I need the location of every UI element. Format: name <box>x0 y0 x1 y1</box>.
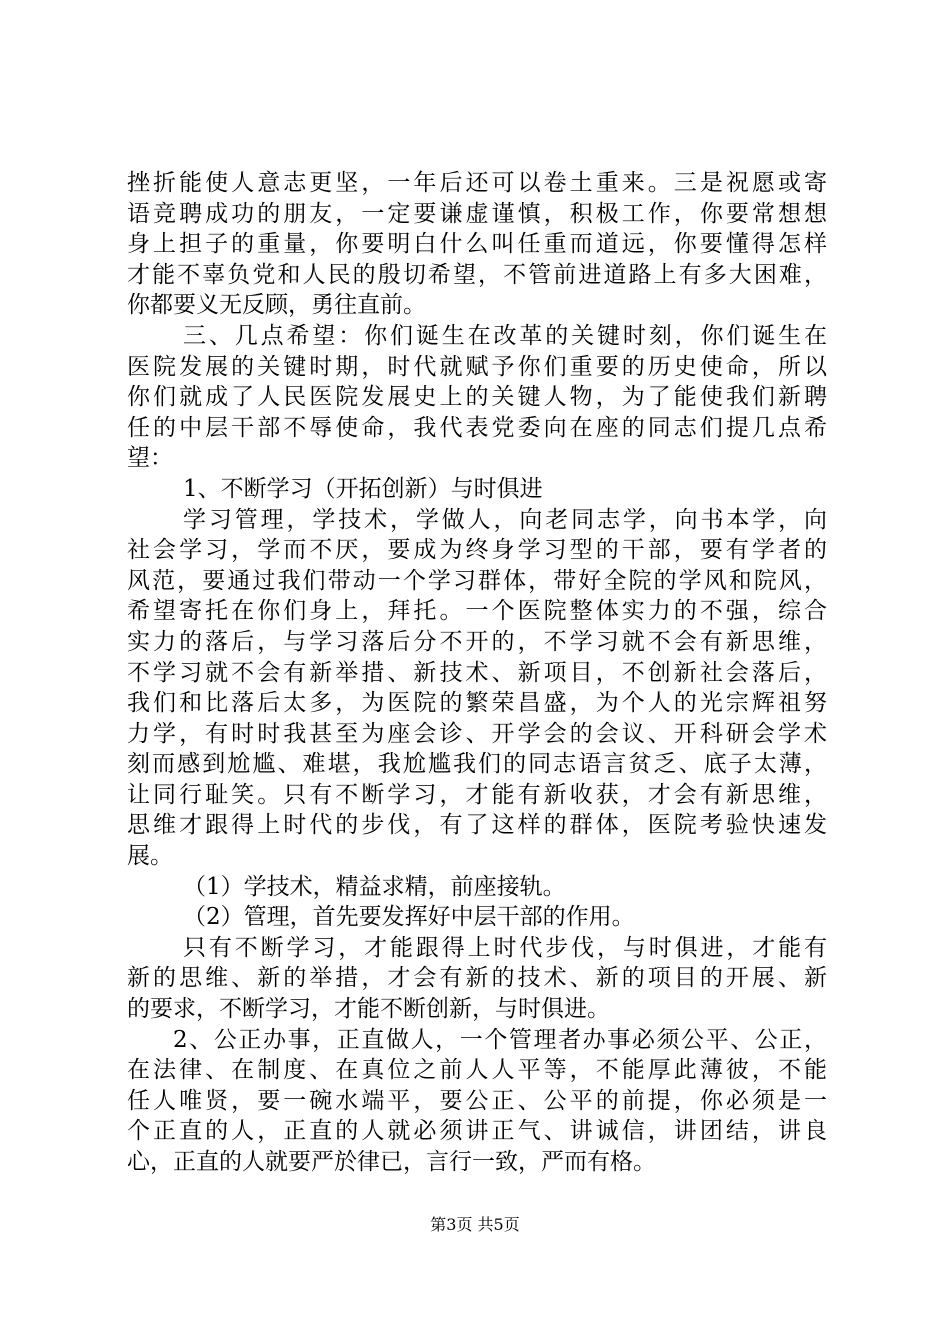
text-line: 让同行耻笑。只有不断学习，才能有新收获，才会有新思维， <box>127 781 827 808</box>
text-line: 任的中层干部不辱使命，我代表党委向在座的同志们提几点希 <box>127 414 827 441</box>
text-line: 心，正直的人就要严於律已，言行一致，严而有格。 <box>127 1149 656 1175</box>
text-line: 新的思维、新的举措，才会有新的技术、新的项目的开展、新 <box>127 965 827 992</box>
text-line: 刻而感到尬尴、难堪，我尬尴我们的同志语言贫乏、底子太薄， <box>127 751 827 778</box>
text-line: 学习管理，学技术，学做人，向老同志学，向书本学，向 <box>183 506 827 533</box>
text-line: 医院发展的关键时期，时代就赋予你们重要的历史使命，所以 <box>127 353 827 380</box>
text-line: 在法律、在制度、在真位之前人人平等，不能厚此薄彼，不能 <box>127 1057 827 1084</box>
text-line: 三、几点希望：你们诞生在改革的关键时刻，你们诞生在 <box>183 322 827 349</box>
document-body <box>127 168 827 1178</box>
text-line: 你都要义无反顾，勇往直前。 <box>127 292 426 319</box>
text-line: 个正直的人，正直的人就必须讲正气、讲诚信，讲团结，讲良 <box>127 1118 827 1145</box>
text-line: 挫折能使人意志更坚，一年后还可以卷土重来。三是祝愿或寄 <box>127 170 827 196</box>
list-item: （1）学技术，精益求精，前座接轨。 <box>183 873 566 900</box>
text-line: 力学，有时时我甚至为座会诊、开学会的会议、开科研会学术 <box>127 720 827 747</box>
text-line: 的要求，不断学习，才能不断创新，与时俱进。 <box>127 996 610 1023</box>
text-line: 才能不辜负党和人民的殷切希望，不管前进道路上有多大困难， <box>127 261 827 288</box>
text-line: 社会学习，学而不厌，要成为终身学习型的干部，要有学者的 <box>127 537 827 564</box>
page-number: 第3页 共5页 <box>430 1215 520 1234</box>
text-line: 不学习就不会有新举措、新技术、新项目，不创新社会落后， <box>127 659 827 686</box>
text-line: 风范，要通过我们带动一个学习群体，带好全院的学风和院风， <box>127 567 827 594</box>
text-line: 思维才跟得上时代的步伐，有了这样的群体，医院考验快速发 <box>127 812 827 839</box>
text-line: 我们和比落后太多，为医院的繁荣昌盛，为个人的光宗辉祖努 <box>127 690 827 717</box>
text-line: 望： <box>127 445 173 472</box>
section-heading: 1、不断学习（开拓创新）与时俱进 <box>183 475 543 502</box>
text-line: 身上担子的重量，你要明白什么叫任重而道远，你要懂得怎样 <box>127 231 827 258</box>
text-line: 展。 <box>127 843 173 870</box>
list-item: （2）管理，首先要发挥好中层干部的作用。 <box>183 904 635 931</box>
text-line: 实力的落后，与学习落后分不开的，不学习就不会有新思维， <box>127 628 827 655</box>
text-line: 希望寄托在你们身上，拜托。一个医院整体实力的不强，综合 <box>127 598 827 625</box>
text-line: 任人唯贤，要一碗水端平，要公正、公平的前提，你必须是一 <box>127 1087 827 1114</box>
text-line: 你们就成了人民医院发展史上的关键人物，为了能使我们新聘 <box>127 384 827 411</box>
text-line: 语竞聘成功的朋友，一定要谦虚谨慎，积极工作，你要常想想 <box>127 200 827 227</box>
text-line: 只有不断学习，才能跟得上时代步伐，与时俱进，才能有 <box>183 934 827 961</box>
section-heading: 2、公正办事，正直做人，一个管理者办事必须公平、公正， <box>173 1026 827 1053</box>
